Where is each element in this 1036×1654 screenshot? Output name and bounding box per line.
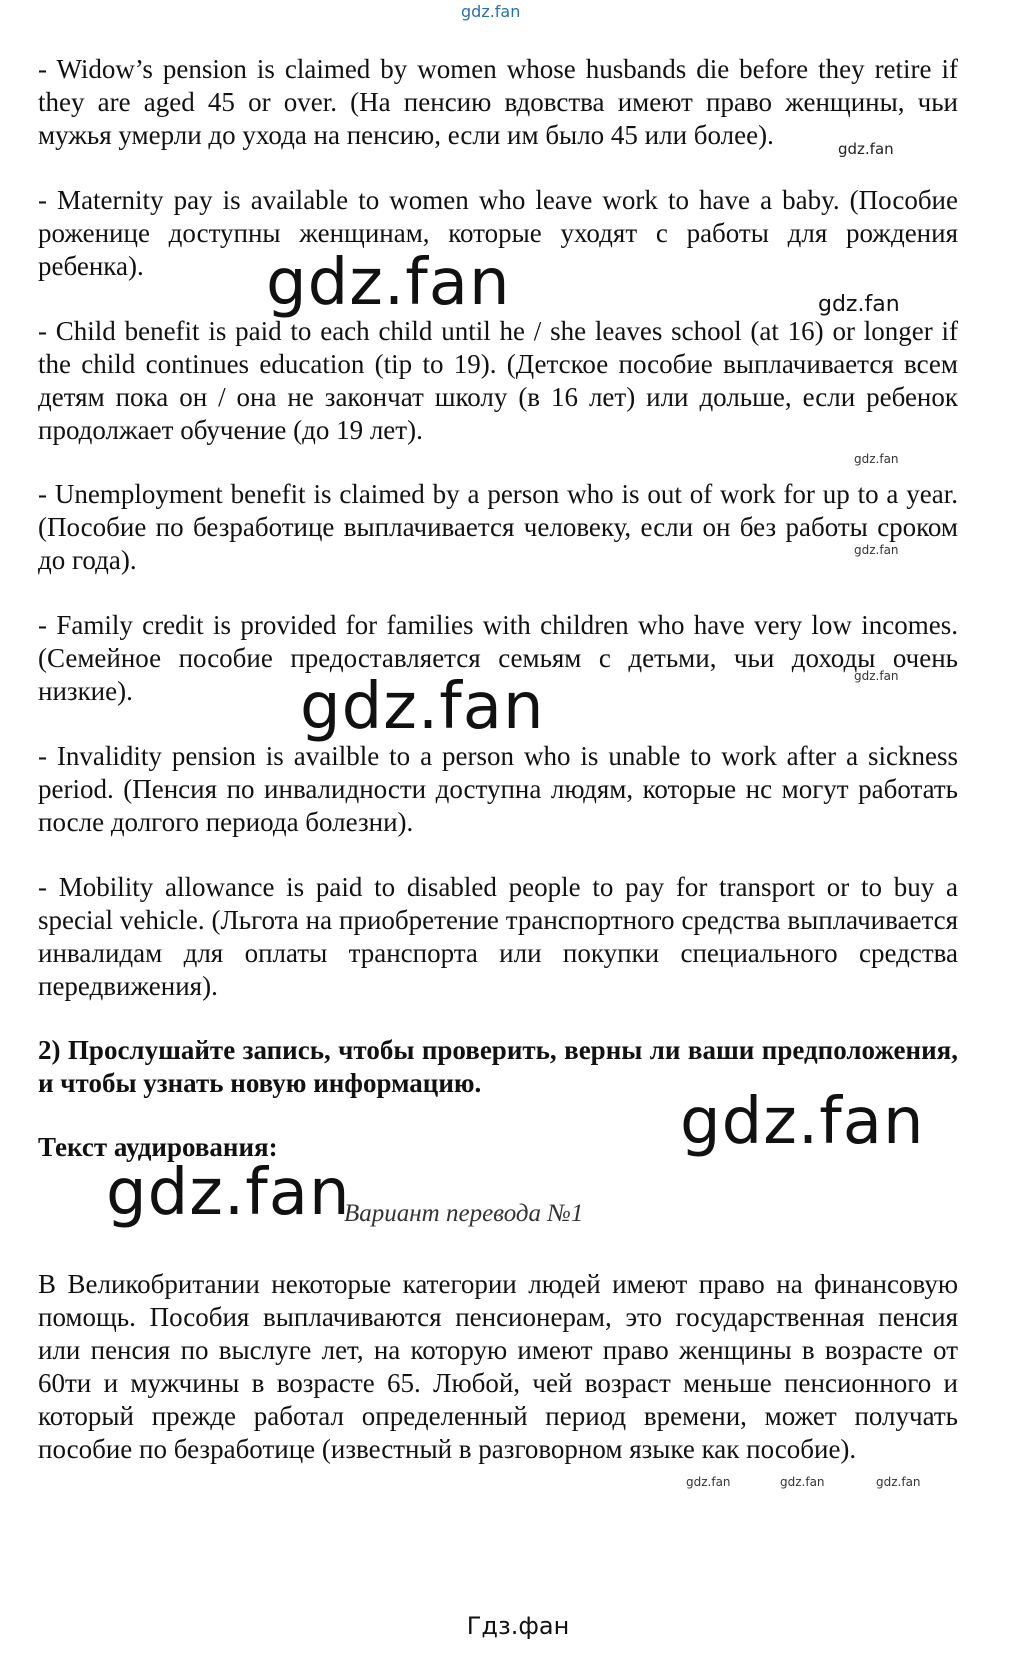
watermark: gdz.fan xyxy=(300,670,545,744)
paragraph-maternity-pay: - Maternity pay is available to women who leave work to have a baby. (Пособие роженице доступны женщинам, которые уходят с работы для рождения ребенка). xyxy=(38,185,958,281)
paragraph-widow-pension: - Widow’s pension is claimed by women whose husbands die before they retire if they are aged 45 or over. (На пенсию вдовства имеют право женщины, чьи мужья умерли до ухода на пенсию, если им было 45 или более). xyxy=(38,54,958,150)
watermark: gdz.fan xyxy=(818,292,900,317)
paragraph-invalidity-pension: - Invalidity pension is availble to a person who is unable to work after a sickness period. (Пенсия по инвалидности доступна людям, которые нс могут работать после долгого периода болезни). xyxy=(38,741,958,837)
task-instruction: 2) Прослушайте запись, чтобы проверить, верны ли ваши предположения, и чтобы узнать новую информацию. xyxy=(38,1035,958,1098)
paragraph-unemployment-benefit: - Unemployment benefit is claimed by a person who is out of work for up to a year. (Пособие по безработице выплачивается человеку, если он без работы сроком до года). xyxy=(38,479,958,575)
watermark: gdz.fan xyxy=(854,543,899,557)
watermark: gdz.fan xyxy=(680,1085,925,1159)
watermark: gdz.fan xyxy=(686,1475,731,1489)
watermark: gdz.fan xyxy=(854,669,899,683)
watermark: gdz.fan xyxy=(876,1475,921,1489)
paragraph-child-benefit: - Child benefit is paid to each child until he / she leaves school (at 16) or longer if the child continues education (tip to 19). (Детское пособие выплачивается всем детям пока он / она не закончат школу (в 16 лет) или дольше, если ребенок продолжает обучение (до 19 лет). xyxy=(38,316,958,445)
watermark: gdz.fan xyxy=(838,140,894,158)
watermark: gdz.fan xyxy=(106,1156,351,1230)
watermark: gdz.fan xyxy=(780,1475,825,1489)
footer-watermark: Гдз.фан xyxy=(466,1612,570,1640)
paragraph-mobility-allowance: - Mobility allowance is paid to disabled people to pay for transport or to buy a special vehicle. (Льгота на приобретение транспортного средства выплачивается инвалидам для оплаты транспорта или покупки специального средства передвижения). xyxy=(38,872,958,1001)
top-watermark: gdz.fan xyxy=(461,2,521,21)
listening-heading: Текст аудирования: xyxy=(38,1132,278,1162)
watermark: gdz.fan xyxy=(854,452,899,466)
translation-paragraph: В Великобритании некоторые категории людей имеют право на финансовую помощь. Пособия выплачиваются пенсионерам, это государственная пенсия или пенсия по выслуге лет, на которую имеют право женщины в возрасте от 60ти и мужчины в возрасте 65. Любой, чей возраст меньше пенсионного и который прежде работал определенный период времени, может получать пособие по безработице (известный в разговорном языке как пособие). xyxy=(38,1269,958,1464)
paragraph-family-credit: - Family credit is provided for families with children who have very low incomes. (Семейное пособие предоставляется семьям с детьми, чьи доходы очень низкие). xyxy=(38,610,958,706)
watermark: gdz.fan xyxy=(266,246,511,320)
variant-label: Вариант перевода №1 xyxy=(344,1200,584,1227)
